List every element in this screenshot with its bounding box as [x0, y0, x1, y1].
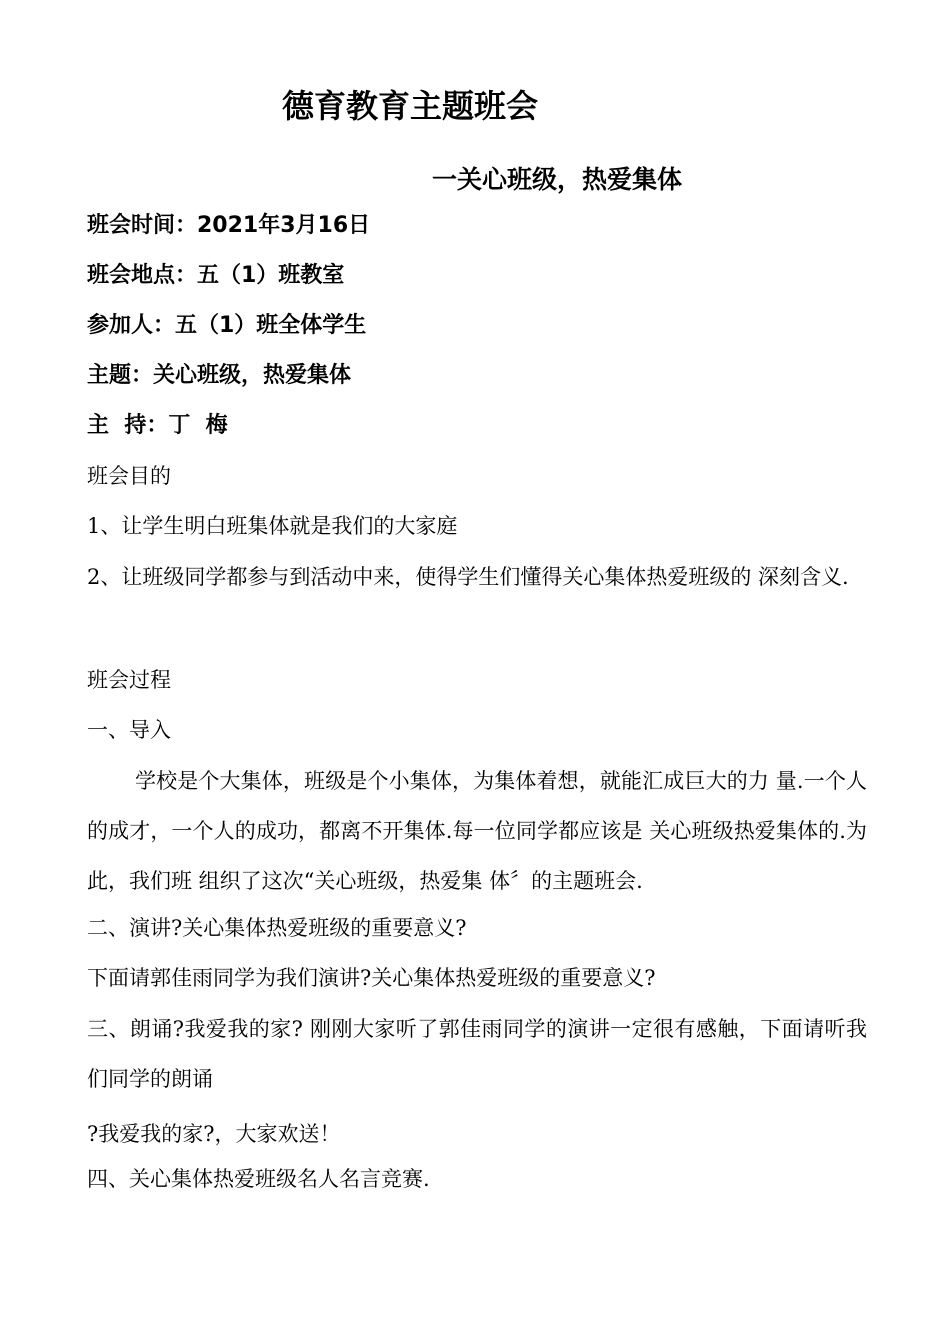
intro-paragraph: 学校是个大集体，班级是个小集体，为集体着想，就能汇成巨大的力 量.一个人的成才，一个人的成功，都离不开集体.每一位同学都应该是 关心班级热爱集体的.为此，我们班 组织了这次“关心班级，热爱集 体〞的主题班会.: [87, 769, 867, 893]
meeting-place: 班会地点：五（1）班教室: [87, 263, 345, 288]
step-1-heading: 一、导入: [87, 718, 171, 742]
step-2-heading: 二、演讲?关心集体热爱班级的重要意义?: [87, 916, 467, 940]
step-3-paragraph: 三、朗诵?我爱我的家? 刚刚大家听了郭佳雨同学的演讲一定很有感触，下面请听我们同学的朗诵: [87, 1017, 867, 1091]
document-subtitle: 一关心班级，热爱集体: [432, 165, 683, 194]
meeting-participants: 参加人：五（1）班全体学生: [87, 313, 367, 338]
document-title: 德育教育主题班会: [282, 87, 539, 125]
speech-line: 下面请郭佳雨同学为我们演讲?关心集体热爱班级的重要意义?: [87, 966, 656, 990]
recital-line: ?我爱我的家?，大家欢送！: [87, 1122, 341, 1146]
step-4-heading: 四、关心集体热爱班级名人名言竞赛.: [87, 1167, 430, 1191]
purpose-heading: 班会目的: [87, 464, 171, 488]
purpose-item-1: 1、让学生明白班集体就是我们的大家庭: [87, 514, 458, 538]
purpose-item-2: 2、让班级同学都参与到活动中来，使得学生们懂得关心集体热爱班级的 深刻含义.: [87, 565, 849, 589]
meeting-theme: 主题：关心班级，热爱集体: [87, 363, 352, 388]
meeting-host: 主 持：丁 梅: [87, 413, 228, 438]
process-heading: 班会过程: [87, 668, 171, 692]
meeting-time: 班会时间：2021年3月16日: [87, 213, 371, 238]
